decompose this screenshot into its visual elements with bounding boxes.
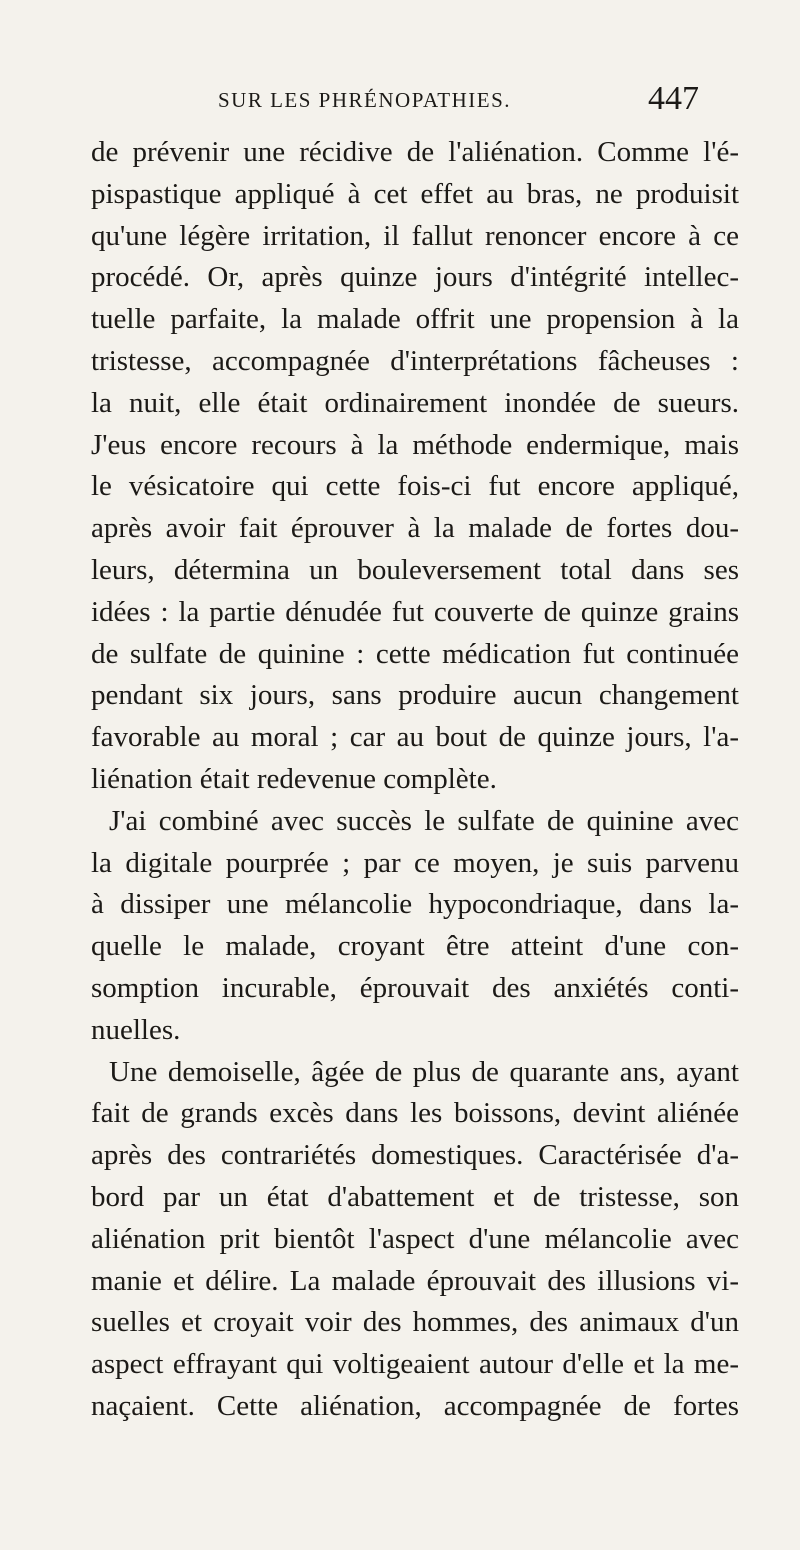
text-line: la digitale pourprée ; par ce moyen, je suis parvenu: [91, 846, 739, 879]
running-title: SUR LES PHRÉNOPATHIES.: [218, 88, 512, 112]
text-line: idées : la partie dénudée fut couverte de quinze grains: [91, 595, 739, 628]
text-line: le vésicatoire qui cette fois-ci fut encore appliqué,: [91, 470, 739, 503]
paragraph-end-line: liénation était redevenue complète.: [91, 762, 497, 795]
paragraph-start-line: J'ai combiné avec succès le sulfate de quinine avec: [109, 804, 739, 837]
text-line: après avoir fait éprouver à la malade de fortes dou-: [91, 512, 739, 545]
text-line: suelles et croyait voir des hommes, des animaux d'un: [91, 1306, 739, 1339]
text-line: manie et délire. La malade éprouvait des illusions vi-: [91, 1264, 739, 1297]
text-line: qu'une légère irritation, il fallut renoncer encore à ce: [91, 219, 739, 252]
text-line: fait de grands excès dans les boissons, devint aliénée: [91, 1097, 739, 1130]
text-line: aliénation prit bientôt l'aspect d'une mélancolie avec: [91, 1222, 739, 1255]
paragraph-end-line: nuelles.: [91, 1013, 181, 1046]
text-line: pispastique appliqué à cet effet au bras, ne produisit: [91, 177, 739, 210]
text-line: somption incurable, éprouvait des anxiétés conti-: [91, 971, 739, 1004]
text-line: naçaient. Cette aliénation, accompagnée de fortes: [91, 1389, 739, 1422]
text-line: après des contrariétés domestiques. Caractérisée d'a-: [91, 1139, 739, 1172]
running-head: [0, 80, 800, 126]
text-line: aspect effrayant qui voltigeaient autour d'elle et la me-: [91, 1348, 739, 1381]
paragraph-start-line: Une demoiselle, âgée de plus de quarante ans, ayant: [109, 1055, 739, 1088]
text-line: à dissiper une mélancolie hypocondriaque, dans la-: [91, 888, 739, 921]
text-line: quelle le malade, croyant être atteint d'une con-: [91, 930, 739, 963]
text-line: J'eus encore recours à la méthode endermique, mais: [91, 428, 739, 461]
text-line: pendant six jours, sans produire aucun changement: [91, 679, 739, 712]
text-line: leurs, détermina un bouleversement total dans ses: [91, 553, 739, 586]
text-line: de sulfate de quinine : cette médication fut continuée: [91, 637, 739, 670]
text-line: procédé. Or, après quinze jours d'intégrité intellec-: [91, 261, 739, 294]
text-line: de prévenir une récidive de l'aliénation. Comme l'é-: [91, 136, 739, 168]
text-line: favorable au moral ; car au bout de quinze jours, l'a-: [91, 721, 739, 754]
body-text: [91, 132, 739, 1428]
text-line: tristesse, accompagnée d'interprétations fâcheuses :: [91, 344, 739, 377]
text-line: la nuit, elle était ordinairement inondée de sueurs.: [91, 386, 739, 419]
text-line: bord par un état d'abattement et de tristesse, son: [91, 1180, 739, 1213]
text-line: tuelle parfaite, la malade offrit une propension à la: [91, 303, 739, 336]
page-number: 447: [648, 80, 699, 117]
